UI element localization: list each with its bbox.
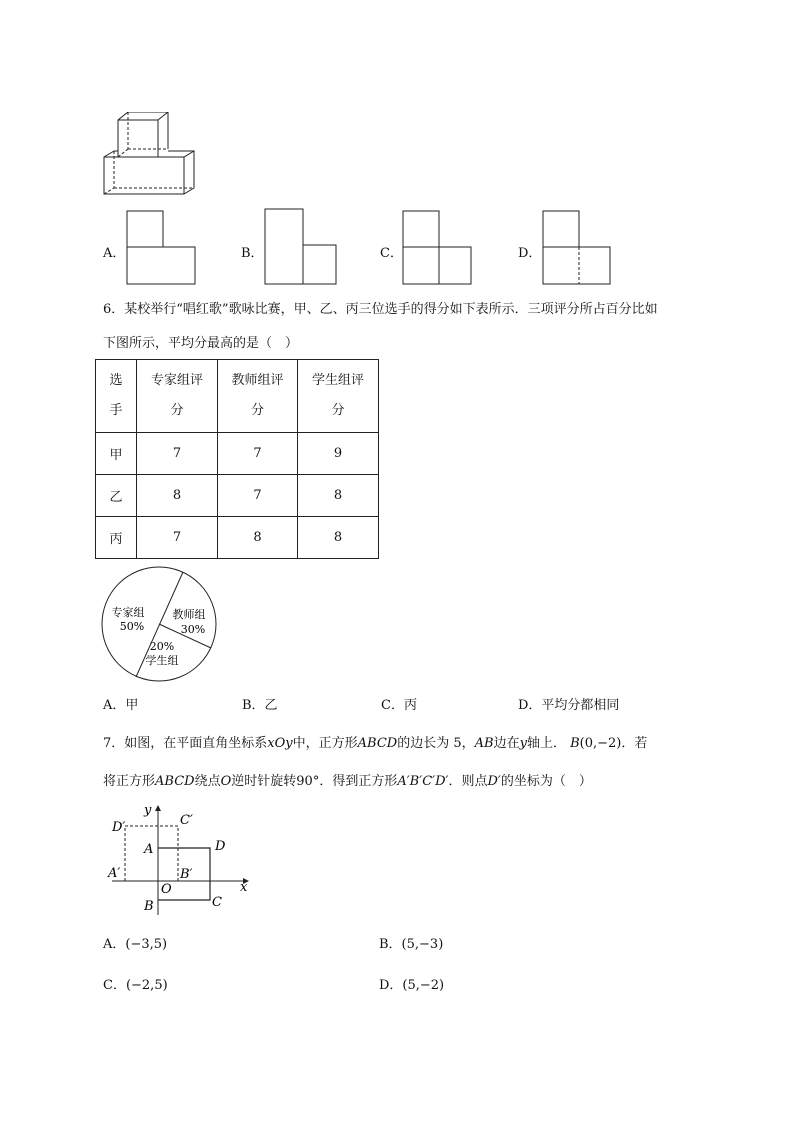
- header-text: 学生组评: [311, 373, 364, 388]
- math-run: ABCD: [155, 774, 195, 789]
- table-row: [96, 517, 379, 559]
- text-run: 7．如图，在平面直角坐标系: [103, 736, 268, 751]
- table-header-row: [96, 360, 379, 433]
- origin-label: O: [161, 882, 172, 897]
- header-cell-student: [298, 360, 379, 433]
- q7-option-b[interactable]: B．(5,−3): [379, 937, 444, 952]
- header-text: 选: [109, 373, 123, 388]
- x-axis-label: x: [240, 880, 248, 895]
- math-run: xOy: [267, 736, 293, 751]
- q7-coordinate-figure: [100, 800, 260, 918]
- header-cell-player: [96, 360, 137, 433]
- text-run: 轴上．: [526, 736, 566, 751]
- table-row: [96, 433, 379, 475]
- q6-option-d[interactable]: D．平均分都相同: [518, 698, 620, 713]
- q7-option-a[interactable]: A．(−3,5): [103, 937, 168, 952]
- text-run: ．得到正方形: [319, 774, 398, 789]
- y-axis-label: y: [144, 803, 152, 818]
- point-c-label: C: [212, 895, 222, 910]
- text-run: 边在: [493, 736, 520, 751]
- header-text: 手: [109, 403, 123, 418]
- point-d-label: D: [215, 839, 226, 854]
- text-run: 将正方形: [103, 774, 156, 789]
- q7-stem-line1: [103, 732, 647, 751]
- math-run: A′B′C′D′: [397, 774, 449, 789]
- q7-stem-line2: [103, 770, 592, 789]
- option-letter: A．: [103, 246, 126, 261]
- text-run: (0,−2)．若: [579, 736, 648, 751]
- q6-option-b[interactable]: B．乙: [242, 698, 278, 713]
- point-c1-label: C′: [180, 813, 193, 828]
- pie-label-expert: 专家组: [111, 606, 145, 619]
- q6-option-c[interactable]: C．丙: [381, 698, 417, 713]
- header-text: 分: [331, 403, 345, 418]
- q7-option-d[interactable]: D．(5,−2): [379, 978, 445, 993]
- table-cell: 8: [137, 475, 218, 517]
- pie-pct-expert: 50%: [119, 620, 145, 633]
- point-a-label: A: [144, 842, 154, 857]
- header-cell-expert: [137, 360, 218, 433]
- text-run: ．则点: [448, 774, 488, 789]
- math-run: AB: [474, 736, 494, 751]
- math-run: O: [220, 774, 232, 789]
- q5-option-a-view: [126, 210, 196, 286]
- text-run: 逆时针旋转: [231, 774, 297, 789]
- q6-stem-line2: 下图所示，平均分最高的是（ ）: [103, 336, 299, 351]
- text-run: 中，正方形: [292, 736, 358, 751]
- header-cell-teacher: [218, 360, 298, 433]
- pie-pct-teacher: 30%: [180, 623, 206, 636]
- table-cell: 7: [218, 475, 298, 517]
- math-run: 90°: [296, 774, 320, 789]
- point-b-label: B: [144, 899, 154, 914]
- pie-label-student: 学生组: [145, 654, 179, 667]
- q6-pie-chart: [98, 566, 222, 682]
- q7-option-c[interactable]: C．(−2,5): [103, 978, 168, 993]
- text-run: 的坐标为（ ）: [500, 774, 592, 789]
- point-b1-label: B′: [180, 867, 193, 882]
- math-run: B: [570, 736, 580, 751]
- q5-option-d-view: [542, 210, 612, 286]
- point-a1-label: A′: [108, 866, 121, 881]
- table-cell: 8: [218, 517, 298, 559]
- q5-option-b-view: [264, 208, 338, 286]
- q6-score-table: [95, 359, 379, 559]
- q6-stem-line1: 6．某校举行“唱红歌”歌咏比赛，甲、乙、丙三位选手的得分如下表所示．三项评分所占百分比如: [103, 302, 658, 317]
- option-letter: D．: [518, 246, 542, 261]
- table-cell: 丙: [96, 517, 137, 559]
- table-row: [96, 475, 379, 517]
- table-cell: 7: [218, 433, 298, 475]
- table-cell: 7: [137, 433, 218, 475]
- math-run: ABCD: [357, 736, 398, 751]
- option-letter: B．: [241, 246, 264, 261]
- header-text: 教师组评: [231, 373, 284, 388]
- header-text: 专家组评: [150, 373, 203, 388]
- header-text: 分: [250, 403, 264, 418]
- table-cell: 8: [298, 517, 379, 559]
- table-cell: 乙: [96, 475, 137, 517]
- point-d1-label: D′: [112, 820, 126, 835]
- q5-solid-figure: [100, 112, 200, 197]
- table-cell: 8: [298, 475, 379, 517]
- q5-option-c-view: [402, 210, 472, 286]
- text-run: 的边长为 5，: [397, 736, 475, 751]
- text-run: 绕点: [194, 774, 221, 789]
- table-cell: 7: [137, 517, 218, 559]
- header-text: 分: [170, 403, 184, 418]
- option-letter: C．: [380, 246, 403, 261]
- q6-option-a[interactable]: A．甲: [103, 698, 139, 713]
- math-run: y: [519, 736, 527, 751]
- pie-label-teacher: 教师组: [172, 608, 206, 621]
- table-cell: 9: [298, 433, 379, 475]
- pie-pct-student: 20%: [149, 640, 175, 653]
- table-cell: 甲: [96, 433, 137, 475]
- math-run: D′: [487, 774, 501, 789]
